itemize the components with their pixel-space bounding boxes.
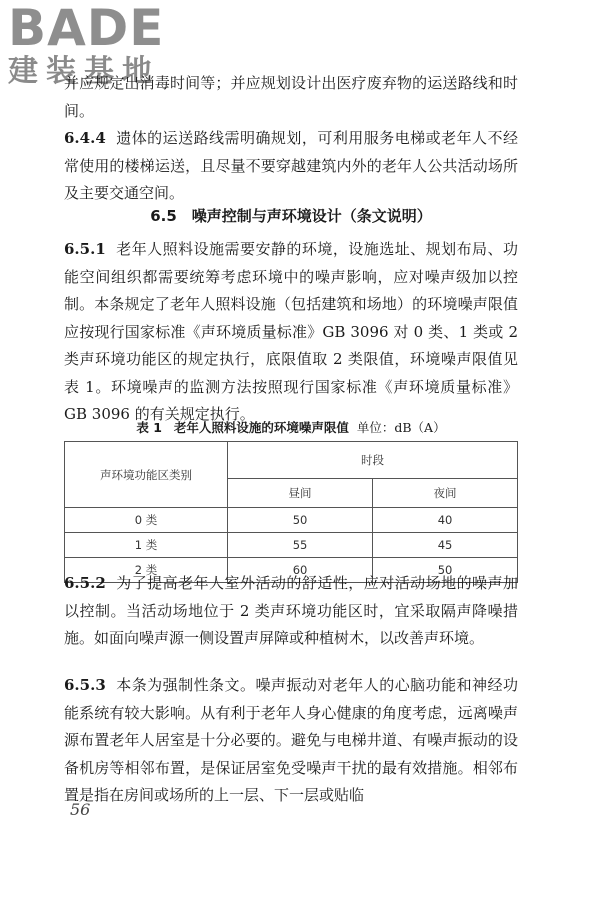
clause-number: 6.5.3: [64, 676, 106, 694]
clause-text: 遗体的运送路线需明确规划，可利用服务电梯或老年人不经常使用的楼梯运送，且尽量不要穿越建筑内外的老年人公共活动场所及主要交通空间。: [64, 129, 518, 202]
cell-day: 50: [228, 508, 373, 533]
clause-text: 为了提高老年人室外活动的舒适性，应对活动场地的噪声加以控制。当活动场地位于 2 类声环境功能区时，宜采取隔声降噪措施。如面向噪声源一侧设置声屏障或种植树木，以改善声环境。: [64, 574, 518, 647]
noise-limit-table: [64, 441, 518, 583]
clause-text: 本条为强制性条文。噪声振动对老年人的心脑功能和神经功能系统有较大影响。从有利于老年人身心健康的角度考虑，远离噪声源布置老年人居室是十分必要的。避免与电梯井道、有噪声振动的设备机房等相邻布置，是保证居室免受噪声干扰的最有效措施。相邻布置是指在房间或场所的上一层、下一层或贴临: [64, 676, 518, 804]
clause-6-4-4: [64, 125, 518, 208]
cell-day: 55: [228, 533, 373, 558]
clause-6-5-1: [64, 236, 518, 429]
paragraph-text: 并应规定出消毒时间等；并应规划设计出医疗废弃物的运送路线和时间。: [64, 74, 518, 120]
cell-zone: 0 类: [65, 508, 228, 533]
table-row: [65, 533, 518, 558]
paragraph-continued: [64, 70, 518, 125]
table-header-night: 夜间: [373, 479, 518, 508]
table-caption-unit: 单位：dB（A）: [356, 420, 446, 435]
page-number: 56: [70, 800, 91, 819]
table-caption-title: 老年人照料设施的环境噪声限值: [173, 420, 349, 435]
clause-text: 老年人照料设施需要安静的环境，设施选址、规划布局、功能空间组织都需要统筹考虑环境中的噪声影响，应对噪声级加以控制。本条规定了老年人照料设施（包括建筑和场地）的环境噪声限值应按现行国家标准《声环境质量标准》GB 3096 对 0 类、1 类或 2 类声环境功能区的规定执行，底限值取 2 类限值，环境噪声限值见表 1。环境噪声的监测方法按照现行国家标准《声环境质量标准》GB 3096 的有关规定执行。: [64, 240, 518, 423]
table-header-zone: 声环境功能区类别: [65, 442, 228, 508]
cell-zone: 2 类: [65, 558, 228, 583]
table-caption: [64, 418, 518, 438]
clause-number: 6.4.4: [64, 129, 106, 147]
clause-number: 6.5.2: [64, 574, 106, 592]
cell-night: 50: [373, 558, 518, 583]
table-row: [65, 508, 518, 533]
cell-night: 40: [373, 508, 518, 533]
logo-brand: BADE: [8, 0, 165, 57]
table-header-period: 时段: [228, 442, 518, 479]
clause-6-5-3: [64, 672, 518, 810]
logo-subtitle: 建装基地: [8, 54, 160, 89]
cell-zone: 1 类: [65, 533, 228, 558]
table-caption-label: 表 1: [136, 420, 162, 435]
table-header-day: 昼间: [228, 479, 373, 508]
clause-6-5-2: [64, 570, 518, 653]
section-title: 6.5 噪声控制与声环境设计（条文说明）: [150, 207, 432, 225]
clause-number: 6.5.1: [64, 240, 106, 258]
cell-night: 45: [373, 533, 518, 558]
cell-day: 60: [228, 558, 373, 583]
